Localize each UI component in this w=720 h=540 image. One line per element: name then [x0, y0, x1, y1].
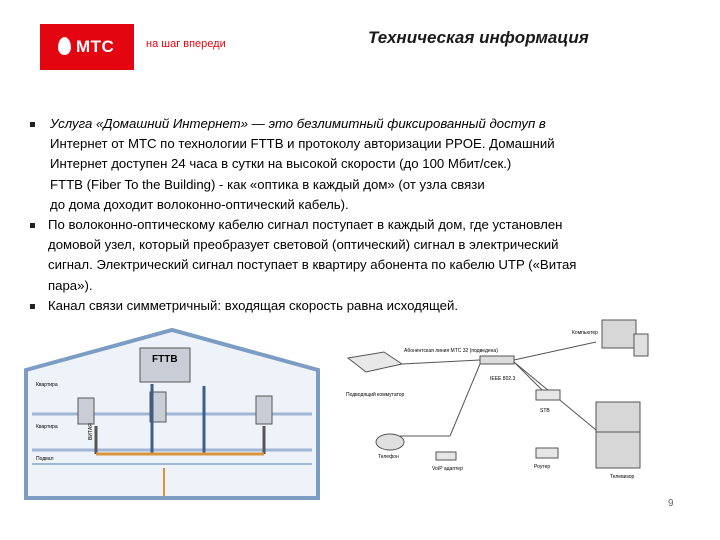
text-line-content: Канал связи симметричный: входящая скорость равна исходящей. [48, 297, 459, 313]
network-diagram [340, 318, 676, 494]
phone-line-label: Подводящий коммутатор [346, 392, 405, 398]
riser-box [78, 398, 94, 424]
text-line [24, 175, 674, 195]
tv-icon [596, 432, 640, 468]
voip-label: VoIP адаптер [432, 466, 463, 472]
text-line [24, 296, 674, 316]
phone-label: Телефон [378, 454, 399, 460]
text-line [24, 134, 674, 154]
text-line [24, 114, 674, 134]
switch-icon [480, 356, 514, 364]
bullet-icon [30, 304, 35, 309]
router-label: Роутер [534, 464, 551, 470]
bullet-icon [30, 223, 35, 228]
basement-label: Подвал [36, 456, 54, 462]
modem-icon [348, 352, 402, 372]
floor-label: Квартира [36, 382, 58, 388]
floor-label: Квартира [36, 424, 58, 430]
mts-logo [40, 24, 134, 70]
stb-icon [536, 390, 560, 400]
link [450, 364, 480, 436]
page-title: Техническая информация [368, 28, 589, 47]
text-line [24, 255, 674, 275]
text-line-content: По волоконно-оптическому кабелю сигнал поступает в каждый дом, где установлен [48, 216, 563, 232]
text-line [24, 276, 674, 296]
logo-text: МТС [76, 37, 115, 56]
pc-label: Компьютер [572, 330, 598, 336]
text-line [24, 154, 674, 174]
body-text [24, 114, 674, 316]
link [402, 360, 480, 364]
router-icon [536, 448, 558, 458]
text-line [24, 215, 674, 235]
text-line-content: до дома доходит волоконно-оптический кабель). [50, 196, 349, 212]
text-line-content: сигнал. Электрический сигнал поступает в квартиру абонента по кабелю UTP («Витая [48, 257, 577, 273]
bullet-icon [30, 122, 35, 127]
pc-monitor-icon [602, 320, 636, 348]
text-line-content: пара»). [48, 277, 93, 293]
text-line [24, 235, 674, 255]
text-line [24, 195, 674, 215]
house-diagram [24, 326, 320, 502]
text-line-content: домовой узел, который преобразует световой (оптический) сигнал в электрический [48, 237, 559, 253]
text-line-content: Интернет от МТС по технологии FTTB и протоколу авторизации PPOE. Домашний [50, 136, 555, 152]
tv-label: Телевизор [610, 474, 635, 480]
fttb-label: FTTB [152, 354, 178, 365]
text-line-content: Интернет доступен 24 часа в сутки на высокой скорости (до 100 Мбит/сек.) [50, 156, 512, 172]
riser-box [256, 396, 272, 424]
voip-adapter-icon [436, 452, 456, 460]
text-line-content: Услуга «Домашний Интернет» — это безлимитный фиксированный доступ в [50, 116, 546, 131]
link [514, 342, 596, 360]
stb-label: STB [540, 408, 550, 414]
slogan: на шаг впереди [146, 38, 226, 50]
switch-label: IEEE 802.3 [490, 376, 516, 382]
modem-label: Абонентская линия МТС 32 (подведена) [404, 348, 498, 354]
mts-egg-icon [58, 37, 71, 55]
pc-tower-icon [634, 334, 648, 356]
riser-label: ВИТАЯ [88, 423, 94, 440]
phone-icon [376, 434, 404, 450]
text-line-content: FTTB (Fiber To the Building) - как «оптика в каждый дом» (от узла связи [50, 176, 485, 192]
page-number: 9 [668, 498, 674, 509]
